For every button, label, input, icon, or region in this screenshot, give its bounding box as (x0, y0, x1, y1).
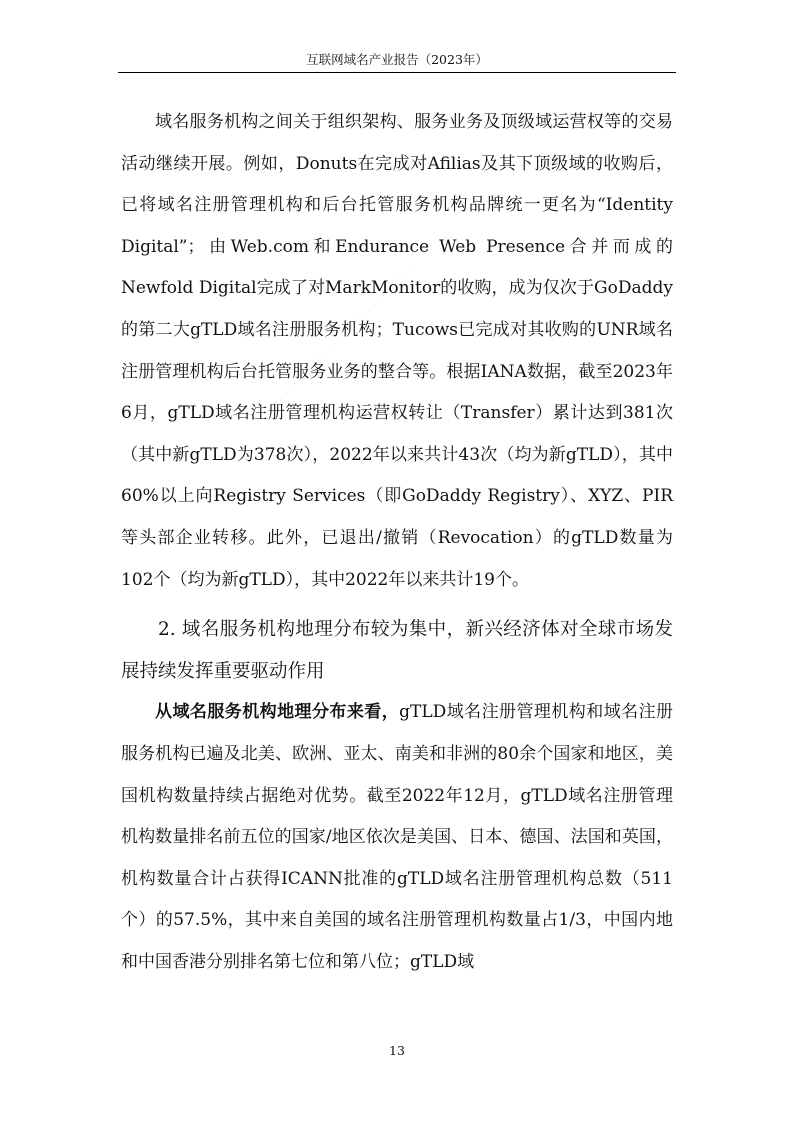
section-heading: 2. 域名服务机构地理分布较为集中，新兴经济体对全球市场发展持续发挥重要驱动作用 (121, 619, 673, 682)
header-rule (118, 72, 676, 73)
paragraph-lead: 从域名服务机构地理分布来看， (155, 702, 400, 723)
paragraph-geography (121, 692, 673, 983)
watermark: · · · · · · · · · · · · · · · · · · · · · · · · · · · · · · · · (250, 264, 415, 430)
running-header: 互联网域名产业报告（2023年） (306, 52, 488, 67)
page-body (121, 102, 673, 983)
page-number: 13 (389, 1043, 405, 1058)
paragraph-transactions: 域名服务机构之间关于组织架构、服务业务及顶级域运营权等的交易活动继续开展。例如，Donuts在完成对Afilias及其下顶级域的收购后，已将域名注册管理机构和后台托管服务机构品牌统一更名为“Identity Digital”；由Web.com和Endurance Web Presence合并而成的Newfold Digital完成了对MarkMonitor的收购，成为仅次于GoDaddy的第二大gTLD域名注册服务机构；Tucows已完成对其收购的UNR域名注册管理机构后台托管服务业务的整合等。根据IANA数据，截至2023年6月，gTLD域名注册管理机构运营权转让（Transfer）累计达到381次（其中新gTLD为378次），2022年以来共计43次（均为新gTLD），其中60%以上向Registry Services（即GoDaddy Registry）、XYZ、PIR等头部企业转移。此外，已退出/撤销（Revocation）的gTLD数量为102个（均为新gTLD），其中2022年以来共计19个。 (121, 112, 673, 590)
paragraph-geography-text: gTLD域名注册管理机构和域名注册服务机构已遍及北美、欧洲、亚太、南美和非洲的80余个国家和地区，美国机构数量持续占据绝对优势。截至2022年12月，gTLD域名注册管理机构数量排名前五位的国家/地区依次是美国、日本、德国、法国和英国，机构数量合计占获得ICANN批准的gTLD域名注册管理机构总数（511个）的57.5%，其中来自美国的域名注册管理机构数量占1/3，中国内地和中国香港分别排名第七位和第八位；gTLD域 (121, 702, 674, 972)
